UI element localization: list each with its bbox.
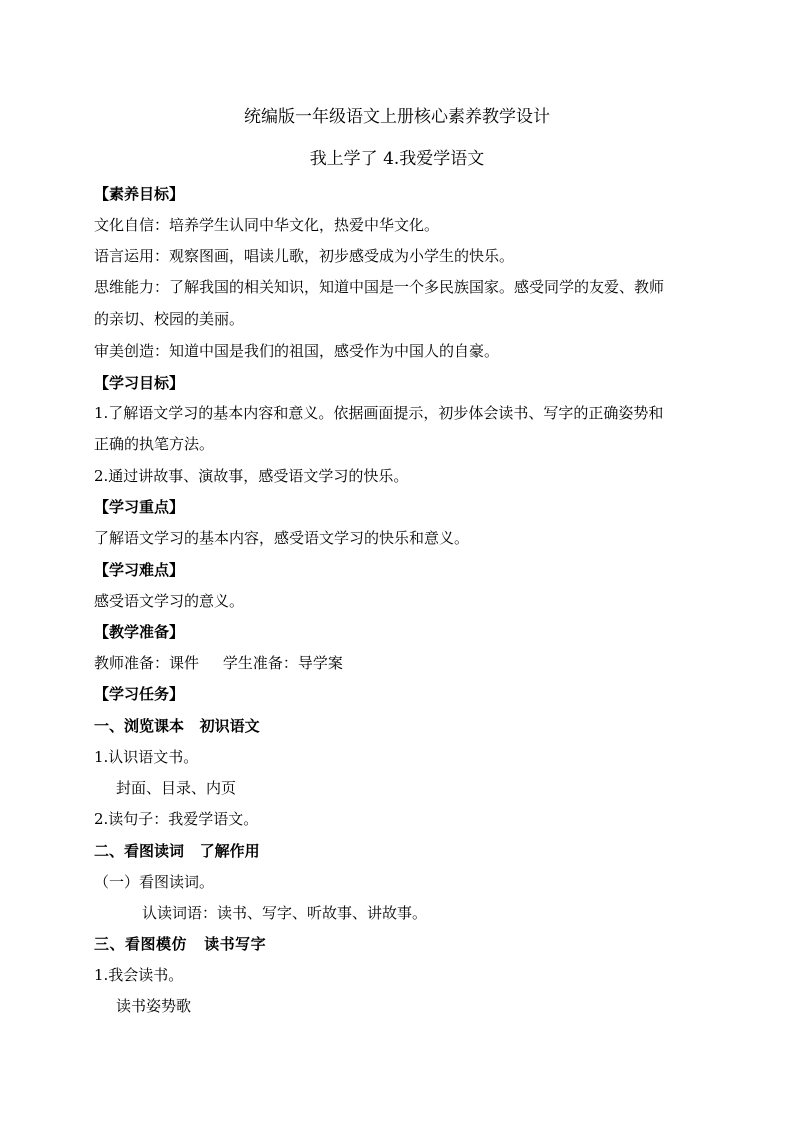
task-1-item-2: 2.读句子：我爱学语文。 bbox=[94, 810, 259, 828]
task-1-item-1: 1.认识语文书。 bbox=[94, 748, 199, 766]
task-3-item-1-detail: 读书姿势歌 bbox=[116, 997, 192, 1015]
heading-key-points: 【学习重点】 bbox=[94, 498, 185, 516]
learning-goal-2: 2.通过讲故事、演故事，感受语文学习的快乐。 bbox=[94, 467, 409, 485]
paragraph-cultural-confidence: 文化自信：培养学生认同中华文化，热爱中华文化。 bbox=[94, 216, 440, 234]
heading-literacy-goals: 【素养目标】 bbox=[94, 185, 185, 203]
task-2-heading: 二、看图读词 了解作用 bbox=[94, 842, 260, 860]
heading-preparation: 【教学准备】 bbox=[94, 623, 185, 641]
heading-learning-goals: 【学习目标】 bbox=[94, 374, 185, 392]
paragraph-thinking-ability-line2: 的亲切、校园的美丽。 bbox=[94, 310, 245, 328]
task-3-heading: 三、看图模仿 读书写字 bbox=[94, 935, 267, 953]
task-1-item-1-detail: 封面、目录、内页 bbox=[116, 779, 237, 797]
paragraph-thinking-ability-line1: 思维能力：了解我国的相关知识，知道中国是一个多民族国家。感受同学的友爱、教师 bbox=[94, 278, 665, 296]
heading-learning-tasks: 【学习任务】 bbox=[94, 685, 185, 703]
preparation-text: 教师准备：课件 学生准备：导学案 bbox=[94, 654, 343, 672]
paragraph-aesthetic-creation: 审美创造：知道中国是我们的祖国，感受作为中国人的自豪。 bbox=[94, 342, 500, 360]
document-subtitle: 我上学了 4.我爱学语文 bbox=[309, 149, 485, 169]
task-2-item-1-detail: 认读词语：读书、写字、听故事、讲故事。 bbox=[142, 904, 428, 922]
key-point-text: 了解语文学习的基本内容，感受语文学习的快乐和意义。 bbox=[94, 529, 470, 547]
heading-difficulties: 【学习难点】 bbox=[94, 561, 185, 579]
document-title: 统编版一年级语文上册核心素养教学设计 bbox=[244, 107, 550, 127]
task-3-item-1: 1.我会读书。 bbox=[94, 966, 184, 984]
task-2-item-1: （一）看图读词。 bbox=[94, 873, 215, 891]
task-1-heading: 一、浏览课本 初识语文 bbox=[94, 717, 260, 735]
learning-goal-1-line1: 1.了解语文学习的基本内容和意义。依据画面提示，初步体会读书、写字的正确姿势和 bbox=[94, 404, 664, 422]
paragraph-language-use: 语言运用：观察图画，唱读儿歌，初步感受成为小学生的快乐。 bbox=[94, 247, 515, 265]
learning-goal-1-line2: 正确的执笔方法。 bbox=[94, 435, 215, 453]
difficulty-text: 感受语文学习的意义。 bbox=[94, 592, 245, 610]
